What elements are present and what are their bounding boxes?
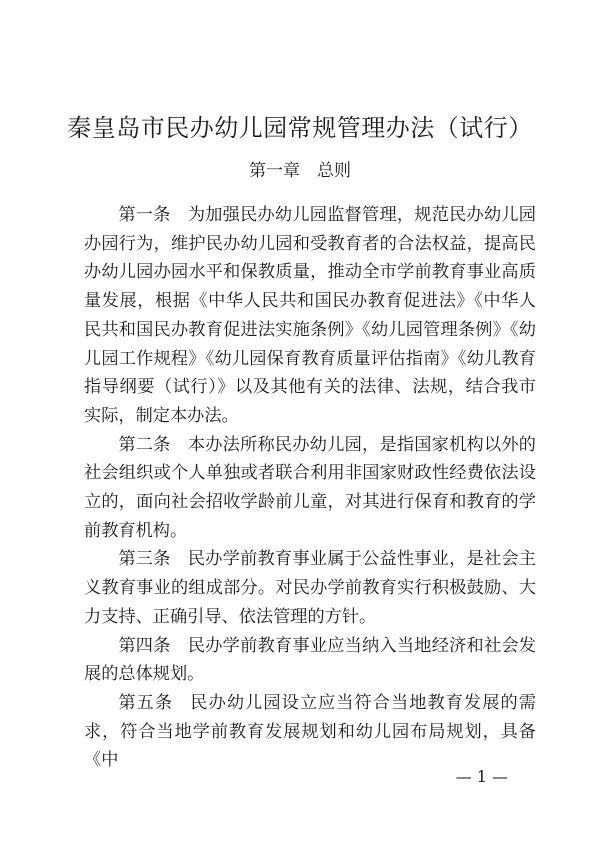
article-text: 民办幼儿园设立应当符合当地教育发展的需求，符合当地学前教育发展规划和幼儿园布局规划，具备《中 xyxy=(84,692,536,771)
article-text: 本办法所称民办幼儿园，是指国家机构以外的社会组织或个人单独或者联合利用非国家财政性经费依法设立的，面向社会招收学龄前儿童，对其进行保育和教育的学前教育机构。 xyxy=(84,434,536,541)
article-5 xyxy=(84,689,536,775)
article-text: 为加强民办幼儿园监督管理，规范民办幼儿园办园行为，维护民办幼儿园和受教育者的合法权益，提高民办幼儿园办园水平和保教质量，推动全市学前教育事业高质量发展，根据《中华人民共和国民办教育促进法》《中华人民共和国民办教育促进法实施条例》《幼儿园管理条例》《幼儿园工作规程》《幼儿园保育教育质量评估指南》《幼儿教育指导纲要（试行）》以及其他有关的法律、法规，结合我市实际，制定本办法。 xyxy=(84,205,536,426)
article-number: 第五条 xyxy=(118,692,174,713)
page-number: — 1 — xyxy=(455,767,508,786)
article-number: 第四条 xyxy=(118,635,171,656)
article-text: 民办学前教育事业应当纳入当地经济和社会发展的总体规划。 xyxy=(84,635,536,685)
document-body xyxy=(84,201,536,775)
document-title: 秦皇岛市民办幼儿园常规管理办法（试行） xyxy=(67,114,533,142)
article-number: 第二条 xyxy=(118,434,171,455)
chapter-heading: 第一章 总则 xyxy=(249,161,351,181)
article-4 xyxy=(84,632,536,689)
article-number: 第一条 xyxy=(118,205,171,225)
article-number: 第三条 xyxy=(118,549,171,570)
article-1 xyxy=(84,201,536,431)
article-text: 民办学前教育事业属于公益性事业，是社会主义教育事业的组成部分。对民办学前教育实行积极鼓励、大力支持、正确引导、依法管理的方针。 xyxy=(84,549,536,627)
article-2 xyxy=(84,431,536,546)
article-3 xyxy=(84,545,536,631)
